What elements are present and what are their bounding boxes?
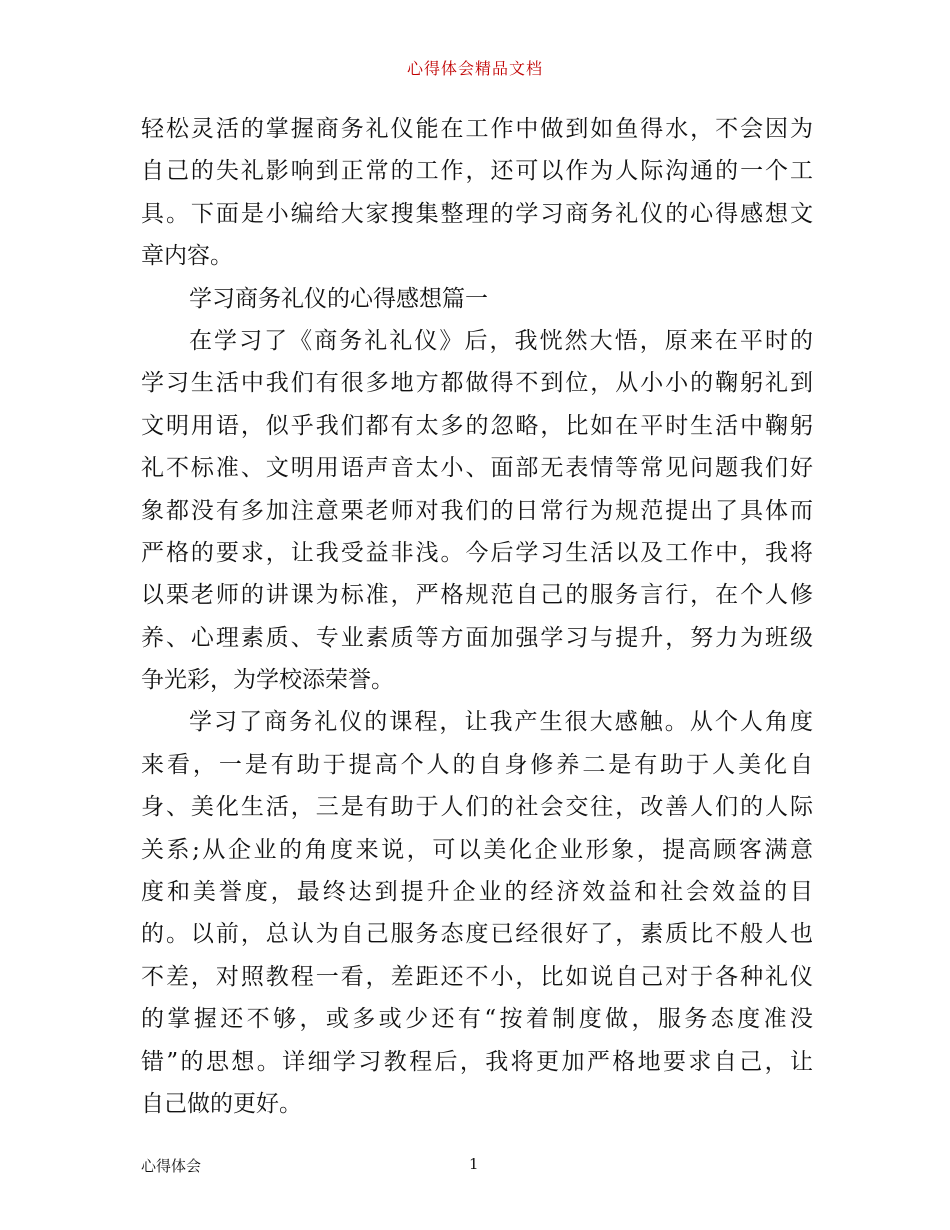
body-line: 养、心理素质、专业素质等方面加强学习与提升，努力为班级	[141, 624, 813, 651]
section-heading: 学习商务礼仪的心得感想篇一	[189, 285, 488, 312]
body-line: 学习生活中我们有很多地方都做得不到位，从小小的鞠躬礼到	[141, 370, 813, 397]
body-line: 文明用语，似乎我们都有太多的忽略，比如在平时生活中鞠躬	[141, 412, 813, 439]
body-line: 关系;从企业的角度来说，可以美化企业形象，提高顾客满意	[141, 836, 813, 863]
body-line: 礼不标准、文明用语声音太小、面部无表情等常见问题我们好	[141, 455, 813, 482]
footer-label: 心得体会	[141, 1157, 202, 1175]
body-line: 自己的失礼影响到正常的工作，还可以作为人际沟通的一个工	[141, 158, 813, 185]
body-line: 度和美誉度，最终达到提升企业的经济效益和社会效益的目	[141, 879, 813, 906]
page-header-title: 心得体会精品文档	[406, 59, 543, 78]
body-line: 身、美化生活，三是有助于人们的社会交往，改善人们的人际	[141, 794, 813, 821]
body-line: 的掌握还不够，或多或少还有“按着制度做，服务态度准没	[141, 1006, 813, 1033]
body-line: 的。以前，总认为自己服务态度已经很好了，素质比不般人也	[141, 921, 813, 948]
body-line: 具。下面是小编给大家搜集整理的学习商务礼仪的心得感想文	[141, 200, 813, 227]
body-line: 以栗老师的讲课为标准，严格规范自己的服务言行，在个人修	[141, 582, 813, 609]
page-number: 1	[469, 1155, 479, 1173]
body-line: 轻松灵活的掌握商务礼仪能在工作中做到如鱼得水，不会因为	[141, 116, 813, 142]
body-line: 来看，一是有助于提高个人的自身修养二是有助于人美化自	[141, 751, 813, 778]
body-line: 不差，对照教程一看，差距还不小，比如说自己对于各种礼仪	[141, 963, 813, 990]
body-line: 自己做的更好。	[141, 1090, 302, 1117]
body-line: 章内容。	[141, 243, 233, 270]
body-line: 争光彩，为学校添荣誉。	[141, 667, 394, 694]
document-body	[141, 108, 813, 1125]
body-line: 象都没有多加注意栗老师对我们的日常行为规范提出了具体而	[141, 497, 813, 524]
body-line: 错”的思想。详细学习教程后，我将更加严格地要求自己，让	[141, 1048, 813, 1075]
paragraph-first-line: 在学习了《商务礼礼仪》后，我恍然大悟，原来在平时的	[189, 327, 813, 354]
paragraph-first-line: 学习了商务礼仪的课程，让我产生很大感触。从个人角度	[189, 709, 813, 736]
body-line: 严格的要求，让我受益非浅。今后学习生活以及工作中，我将	[141, 539, 813, 566]
